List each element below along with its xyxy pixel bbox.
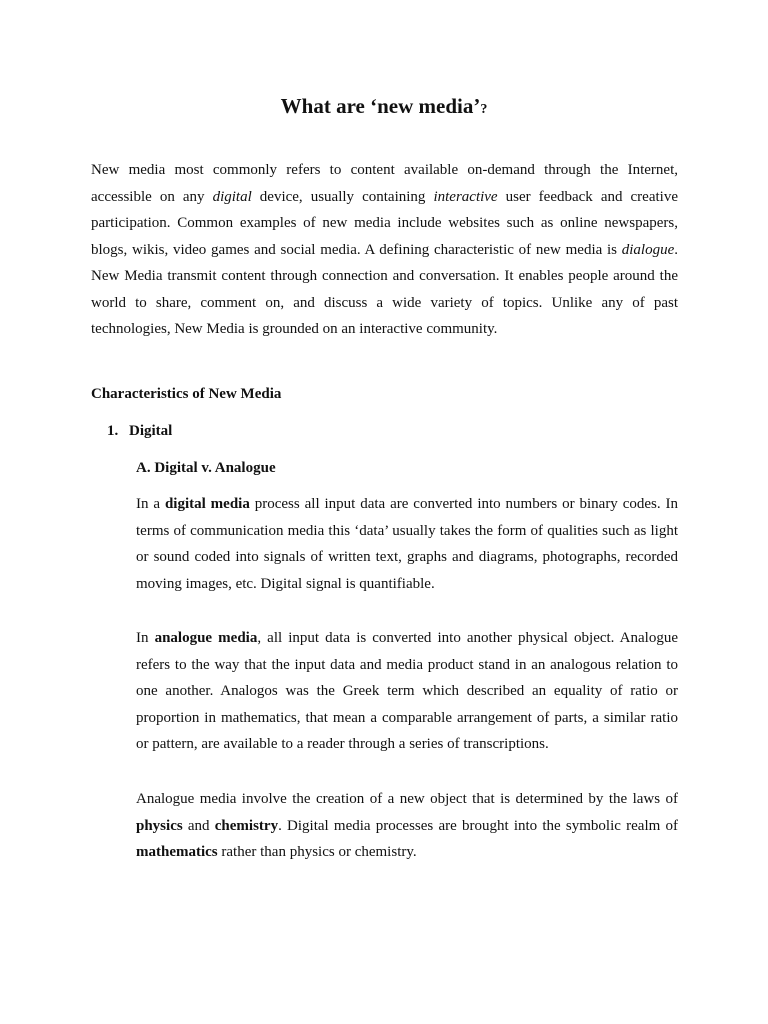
- emphasis-interactive: interactive: [433, 188, 498, 205]
- bold-term-analogue-media: analogue media: [154, 630, 258, 646]
- list-item-number: 1.: [107, 423, 119, 439]
- section-heading: Characteristics of New Media: [91, 386, 282, 402]
- analogue-creation-paragraph: [136, 786, 678, 866]
- emphasis-dialogue: dialogue: [621, 241, 675, 258]
- intro-text: user feedback and creative participation. Common examples of new media include websites such as online newspapers, blogs, wikis, video games and social media. A defining characteristic of new media is: [91, 188, 678, 258]
- page-title: [0, 92, 768, 124]
- paragraph-text: rather than physics or chemistry.: [217, 844, 417, 860]
- sub-heading: A. Digital v. Analogue: [136, 460, 276, 476]
- intro-text: New media most commonly refers to content available on-demand through the Internet, accessible on any: [91, 162, 678, 205]
- list-item-digital: [107, 418, 172, 444]
- paragraph-text: In: [136, 630, 155, 646]
- intro-paragraph: [91, 157, 678, 343]
- list-item-label: Digital: [129, 423, 173, 439]
- title-question-mark: ?: [480, 102, 488, 117]
- bold-term-digital-media: digital media: [164, 496, 250, 512]
- digital-media-paragraph: [136, 491, 678, 597]
- title-text: What are ‘new media’: [280, 94, 481, 118]
- intro-text: . New Media transmit content through connection and conversation. It enables people around the world to share, comment on, and discuss a wide variety of topics. Unlike any of past technologies, New Media is grounded on an interactive community.: [91, 241, 678, 337]
- bold-term-chemistry: chemistry: [214, 817, 279, 834]
- paragraph-text: . Digital media processes are brought into the symbolic realm of: [278, 817, 678, 834]
- paragraph-text: Analogue media involve the creation of a new object that is determined by the laws of: [136, 791, 678, 807]
- bold-term-mathematics: mathematics: [136, 844, 218, 860]
- paragraph-text: In a: [136, 496, 165, 512]
- paragraph-text: process all input data are converted into numbers or binary codes. In terms of communication media this ‘data’ usually takes the form of qualities such as light or sound coded into signals of written text, graphs and diagrams, photographs, recorded moving images, etc. Digital signal is quantifiable.: [136, 496, 678, 592]
- paragraph-text: and: [182, 817, 215, 834]
- analogue-media-paragraph: [136, 625, 678, 758]
- emphasis-digital: digital: [212, 188, 252, 205]
- bold-term-physics: physics: [136, 817, 183, 834]
- intro-text: device, usually containing: [251, 188, 434, 205]
- paragraph-text: , all input data is converted into another physical object. Analogue refers to the way that the input data and media product stand in an analogous relation to one another. Analogos was the Greek term which described an equality of ratio or proportion in mathematics, that mean a comparable arrangement of parts, a similar ratio or pattern, are available to a reader through a series of transcriptions.: [136, 630, 678, 752]
